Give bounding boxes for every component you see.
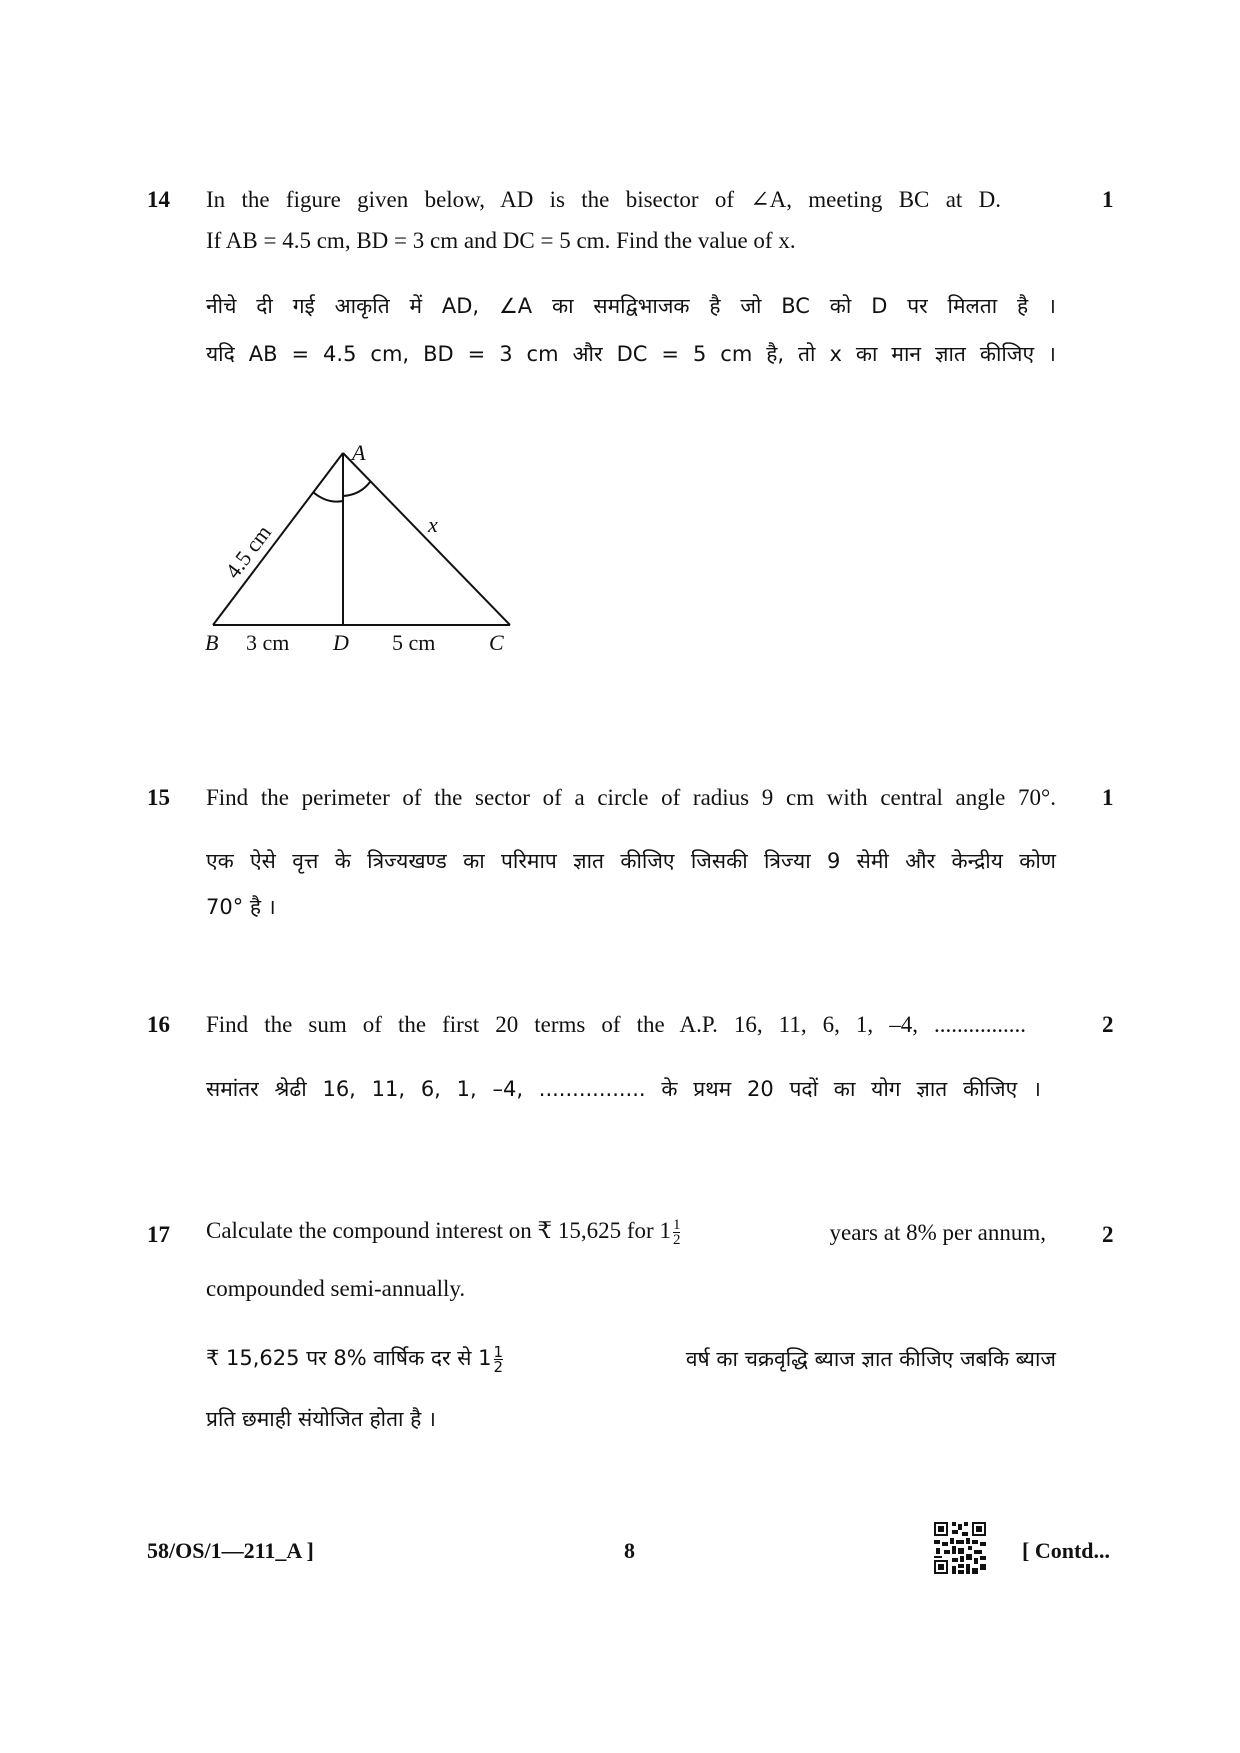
question-text-en: Find the sum of the first 20 terms of the A.P. 16, 11, 6, 1, –4, ................	[206, 1012, 1026, 1037]
question-text-hi: नीचे दी गई आकृति में AD, ∠A का समद्विभाजक है जो BC को D पर मिलता है ।	[206, 294, 1056, 318]
fraction-denominator: 2	[672, 1232, 681, 1249]
page-number: 8	[624, 1538, 635, 1563]
side-ab	[213, 453, 343, 625]
qr-code-icon	[934, 1522, 986, 1574]
angle-arc-right	[343, 482, 370, 496]
side-ac	[343, 453, 510, 625]
question-marks: 2	[1102, 1222, 1114, 1247]
question-number: 17	[147, 1222, 170, 1247]
vertex-label-c: C	[489, 630, 504, 655]
triangle-figure	[200, 440, 540, 670]
vertex-label-b: B	[205, 630, 219, 655]
question-marks: 1	[1102, 785, 1114, 810]
side-label-x: x	[428, 512, 438, 537]
question-text-en	[206, 1218, 1046, 1247]
paper-code: 58/OS/1—211_A ]	[147, 1538, 314, 1563]
question-text-en: compounded semi-annually.	[206, 1276, 466, 1301]
angle-arc-left	[313, 492, 343, 502]
question-text-en: If AB = 4.5 cm, BD = 3 cm and DC = 5 cm. Find the value of x.	[206, 228, 796, 253]
fraction-numerator: 1	[672, 1217, 681, 1234]
side-label-bd: 3 cm	[246, 630, 290, 655]
vertex-label-a: A	[352, 440, 366, 465]
question-text-en-part: years at 8% per annum,	[829, 1219, 1046, 1245]
question-text-hi: प्रति छमाही संयोजित होता है ।	[206, 1407, 436, 1431]
question-text-hi: यदि AB = 4.5 cm, BD = 3 cm और DC = 5 cm है, तो x का मान ज्ञात कीजिए ।	[206, 342, 1056, 366]
question-marks: 1	[1102, 187, 1114, 212]
fraction	[493, 1342, 504, 1376]
question-text-en: Find the perimeter of the sector of a circle of radius 9 cm with central angle 70°.	[206, 785, 1056, 810]
question-marks: 2	[1102, 1012, 1114, 1037]
fraction-denominator: 2	[493, 1357, 504, 1376]
fraction-numerator: 1	[493, 1342, 504, 1361]
fraction	[673, 1218, 681, 1247]
question-text-hi	[206, 1344, 1056, 1374]
side-label-ab: 4.5 cm	[220, 520, 277, 584]
question-number: 15	[147, 785, 170, 810]
side-label-dc: 5 cm	[392, 630, 436, 655]
question-number: 16	[147, 1012, 170, 1037]
question-text-hi: एक ऐसे वृत्त के त्रिज्यखण्ड का परिमाप ज्ञात कीजिए जिसकी त्रिज्या 9 सेमी और केन्द्रीय कोण	[206, 849, 1056, 873]
question-number: 14	[147, 187, 170, 212]
question-text-hi: 70° है ।	[206, 895, 276, 919]
question-text-hi-part: ₹ 15,625 पर 8% वार्षिक दर से 1	[206, 1346, 492, 1370]
question-text-en: In the figure given below, AD is the bisector of ∠A, meeting BC at D.	[206, 187, 1001, 212]
question-text-hi-part: वर्ष का चक्रवृद्धि ब्याज ज्ञात कीजिए जबकि ब्याज	[685, 1346, 1056, 1371]
vertex-label-d: D	[333, 630, 349, 655]
question-text-en-part: Calculate the compound interest on ₹ 15,625 for 1	[206, 1218, 671, 1243]
continued-label: [ Contd...	[1022, 1538, 1111, 1563]
question-text-hi: समांतर श्रेढी 16, 11, 6, 1, –4, ................ के प्रथम 20 पदों का योग ज्ञात कीजिए ।	[206, 1077, 1041, 1101]
